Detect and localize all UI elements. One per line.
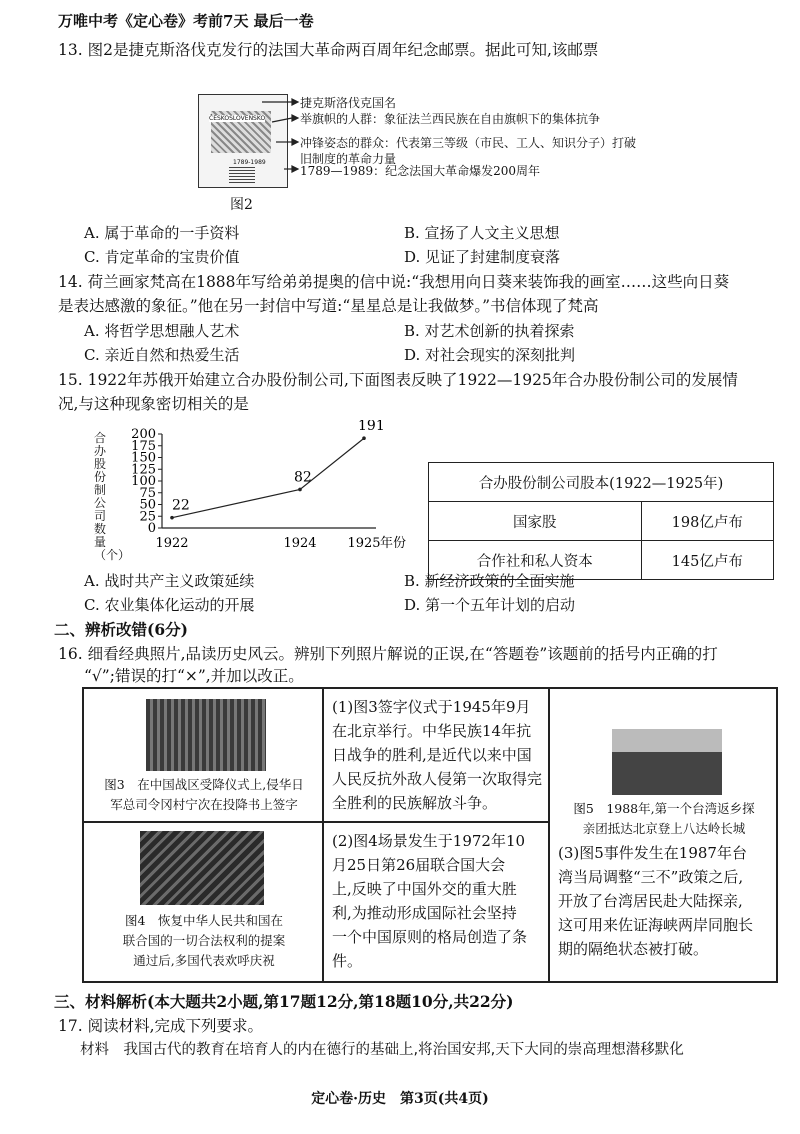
q16-item3: (3)图5事件发生在1987年台 湾当局调整“三不”政策之后, 开放了台湾居民赴大陆探亲, 这可用来佐证海峡两岸同胞长 期的隔绝状态被打破。 [558,844,754,958]
annotation-charge-crowd: 冲锋姿态的群众：代表第三等级（市民、工人、知识分子）打破 [300,136,637,150]
series-line [172,438,364,517]
q15-line-chart [108,420,418,560]
table-cell: 145亿卢布 [641,541,774,580]
figure4-caption: 图4 恢复中华人民共和国在 联合国的一切合法权利的提案 通过后,多国代表欢呼庆祝 [122,913,286,968]
data-label: 82 [294,469,312,486]
q15-option-c: C. 农业集体化运动的开展 [84,596,255,614]
annotation-country: 捷克斯洛伐克国名 [300,96,397,110]
x-tick-label: 1922 [155,536,189,551]
data-label: 191 [358,420,385,435]
table-cell: 合作社和私人资本 [429,541,642,580]
stamp-country-text: ČESKOSLOVENSKO [209,115,266,122]
q14-option-c: C. 亲近自然和热爱生活 [84,346,240,364]
figure5-caption: 图5 1988年,第一个台湾返乡探 亲团抵达北京登上八达岭长城 [573,801,755,836]
q13-stem: 13. 图2是捷克斯洛伐克发行的法国大革命两百周年纪念邮票。据此可知,该邮票 [58,41,599,59]
y-tick-label: 175 [131,438,156,454]
data-point [298,488,302,492]
y-tick-label: 100 [131,474,156,489]
q15-capital-table [428,462,774,580]
q13-option-b: B. 宣扬了人文主义思想 [404,224,560,242]
q14-option-b: B. 对艺术创新的执着探索 [404,322,575,340]
q15-option-a: A. 战时共产主义政策延续 [84,572,255,590]
y-tick-label: 125 [131,462,156,478]
y-tick-label: 75 [139,485,156,501]
section2-title: 二、辨析改错(6分) [54,620,188,639]
q17-material: 材料 我国古代的教育在培育人的内在德行的基础上,将治国安邦,天下大同的崇高理想潜移默化 [80,1042,684,1058]
stamp-flame-graphic [229,167,255,183]
y-tick-label: 200 [131,427,156,442]
y-tick-label: 150 [131,450,156,466]
figure5-photo [612,729,722,795]
table-cell: 国家股 [429,502,642,541]
q13-option-a: A. 属于革命的一手资料 [84,224,240,242]
annotation-old-regime: 旧制度的革命力量 [300,152,397,166]
q15-line2: 况,与这种现象密切相关的是 [58,395,249,413]
q16-line1: 16. 细看经典照片,品读历史风云。辨别下列照片解说的正误,在“答题卷”该题前的括号内正确的打 [58,645,718,663]
page-footer: 定心卷·历史 第3页(共4页) [311,1091,489,1107]
data-point [170,516,174,520]
q15-option-b: B. 新经济政策的全面实施 [404,572,575,590]
y-tick-label: 50 [139,497,156,513]
q15-line1: 15. 1922年苏俄开始建立合办股份制公司,下面图表反映了1922—1925年合办股份制公司的发展情 [58,371,738,389]
figure3-caption: 图3 在中国战区受降仪式上,侵华日 军总司令冈村宁次在投降书上签字 [104,777,304,812]
q16-photo-grid [82,687,778,983]
q14-line2: 是表达感激的象征。”他在另一封信中写道:“星星总是让我做梦。”书信体现了梵高 [58,297,599,315]
annotation-years: 1789—1989：纪念法国大革命爆发200周年 [300,164,540,178]
q13-option-c: C. 肯定革命的宝贵价值 [84,248,240,266]
table-title: 合办股份制公司股本(1922—1925年) [429,463,774,502]
q13-option-d: D. 见证了封建制度衰落 [404,248,561,266]
annotation-flag-crowd: 举旗帜的人群：象征法兰西民族在自由旗帜下的集体抗争 [300,112,601,126]
section3-title: 三、材料解析(本大题共2小题,第17题12分,第18题10分,共22分) [54,992,514,1011]
table-cell: 198亿卢布 [641,502,774,541]
q16-line2: “√”;错误的打“×”,并加以改正。 [84,667,304,685]
q15-option-d: D. 第一个五年计划的启动 [404,596,576,614]
stamp-years-text: 1789-1989 [233,159,266,166]
y-tick-label: 0 [147,521,156,536]
y-tick-label: 25 [139,509,156,525]
figure4-photo [140,831,264,905]
q14-line1: 14. 荷兰画家梵高在1888年写给弟弟提奥的信中说:“我想用向日葵来装饰我的画室……这些向日葵 [58,273,730,291]
q17-stem: 17. 阅读材料,完成下列要求。 [58,1017,264,1035]
q16-item1: (1)图3签字仪式于1945年9月 在北京举行。中华民族14年抗 日战争的胜利,是近代以来中国 人民反抗外敌人侵第一次取得完 全胜利的民族解放斗争。 [332,698,543,812]
q14-option-a: A. 将哲学思想融人艺术 [84,322,240,340]
q16-item2: (2)图4场景发生于1972年10 月25日第26届联合国大会 上,反映了中国外交的重大胜 利,为推动形成国际社会坚持 一个中国原则的格局创造了条 件。 [332,832,528,970]
x-tick-label: 1925 [347,536,381,551]
q13-annotation-arrows [262,92,302,182]
page-header: 万唯中考《定心卷》考前7天 最后一卷 [58,12,314,30]
q14-option-d: D. 对社会现实的深刻批判 [404,346,576,364]
figure2-label: 图2 [230,197,253,213]
x-unit-label: 年份 [380,536,407,551]
q15-ylabel: 合办股份制公司数量（个） [94,431,131,562]
data-label: 22 [172,497,190,514]
data-point [362,436,366,440]
figure3-photo [146,699,266,771]
x-tick-label: 1924 [283,536,317,551]
